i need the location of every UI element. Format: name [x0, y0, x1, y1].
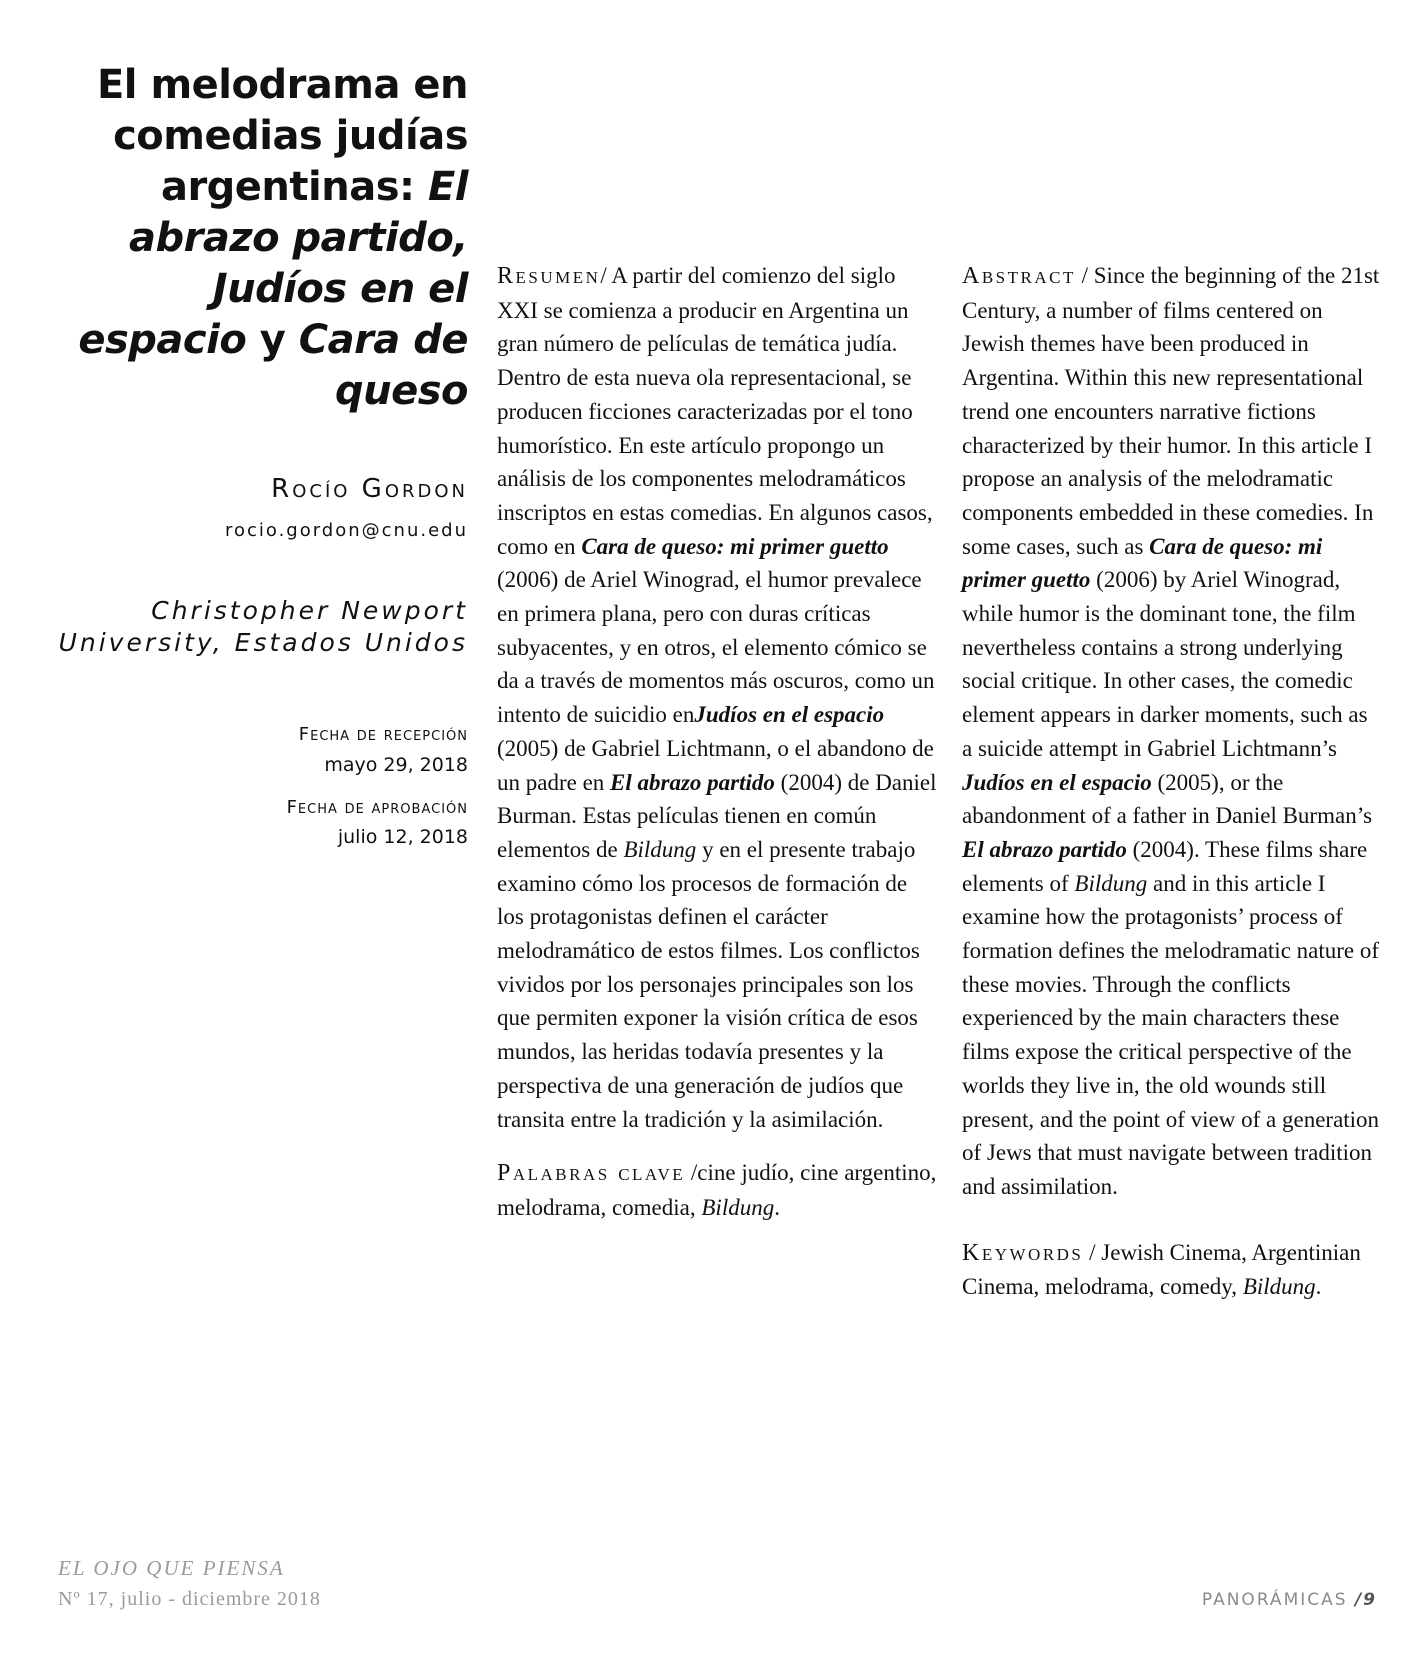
abstract-text-3: (2005), or the abandonment of a father in Daniel Burman’s [962, 769, 1373, 829]
resumen-film-1: Cara de queso: mi primer guetto [581, 533, 889, 559]
title-conjunction: y [246, 317, 299, 363]
keywords-bildung-en: Bildung [1242, 1274, 1316, 1300]
page-number: /9 [1354, 1590, 1377, 1610]
section-footer [1202, 1590, 1377, 1610]
author-name: Rocío Gordon [271, 474, 468, 504]
journal-name: EL OJO QUE PIENSA [58, 1556, 285, 1580]
abstract-film-3: El abrazo partido [962, 836, 1127, 862]
abstract-keywords [962, 1236, 1382, 1304]
keywords-text-en: / Jewish Cinema, Argentinian Cinema, melodrama, comedy, [962, 1239, 1361, 1300]
journal-issue: Nº 17, julio - diciembre 2018 [58, 1588, 321, 1610]
resumen-text-1: / A partir del comienzo del siglo XXI se comienza a producir en Argentina un gran número de películas de temática judía. Dentro de esta nueva ola representacional, se producen ficciones caracterizadas por el tono humorístico. En este artículo propongo un análisis de los componentes melodramáticos inscriptos en estas comedias. En algunos casos, como en [497, 263, 933, 559]
abstract-text-4: (2004). These films share elements of [962, 836, 1368, 896]
resumen-text-5: y en el presente trabajo examino cómo los procesos de formación de los protagonistas definen el carácter melodramático de estos filmes. Los conflictos vividos por los personajes principales son los que permiten exponer la visión crítica de esos mundos, las heridas todavía presentes y la perspectiva de una generación de judíos que transita entre la tradición y la asimilación. [497, 836, 920, 1132]
author-affiliation [40, 595, 468, 659]
resumen-text-2: (2006) de Ariel Winograd, el humor prevalece en primera plana, pero con duras críticas subyacentes, y en otros, el elemento cómico se da a través de momentos más oscuros, como un intento de suicidio en [497, 567, 935, 728]
resumen-text-3: (2005) de Gabriel Lichtmann, o el abandono de un padre en [497, 735, 934, 795]
abstract-paragraph [962, 259, 1382, 1204]
title-films: El abrazo partido, Judíos en el espacio [78, 164, 468, 363]
title-film-last: Cara de queso [298, 317, 468, 414]
section-name: PANORÁMICAS [1201, 1590, 1355, 1610]
keywords-end-en: . [1315, 1274, 1322, 1300]
resumen-keywords [497, 1156, 937, 1224]
abstract-bildung: Bildung [1074, 870, 1148, 896]
keywords-text-es: /cine judío, cine argentino, melodrama, comedia, [497, 1160, 937, 1220]
abstract-column [962, 259, 1382, 1304]
resumen-text-4: (2004) de Daniel Burman. Estas películas tienen en común elementos de [497, 769, 937, 862]
title-part1: El melodrama en comedias judías argentinas: [96, 62, 468, 210]
resumen-bildung: Bildung [623, 836, 697, 862]
affiliation-line2: University, Estados Unidos [58, 628, 468, 657]
resumen-label: Resumen [497, 263, 601, 289]
article-title [40, 60, 468, 417]
keywords-label-en: Keywords [962, 1239, 1084, 1266]
keywords-label-es: Palabras clave [497, 1160, 686, 1187]
resumen-paragraph [497, 259, 937, 1136]
keywords-bildung-es: Bildung [701, 1194, 775, 1220]
approved-label: Fecha de aprobación [286, 797, 468, 818]
abstract-film-1: Cara de queso: mi primer guetto [962, 533, 1323, 593]
abstract-film-2: Judíos en el espacio [962, 769, 1152, 795]
received-label: Fecha de recepción [298, 724, 468, 745]
author-email: rocio.gordon@cnu.edu [224, 520, 468, 541]
abstract-text-5: and in this article I examine how the protagonists’ process of formation defines the melodramatic nature of these movies. Through the conflicts experienced by the main characters these films expose the critical perspective of the worlds they live in, the old wounds still present, and the point of view of a generation of Jews that must navigate between tradition and assimilation. [962, 870, 1380, 1199]
keywords-end-es: . [774, 1194, 780, 1220]
abstract-label: Abstract [962, 263, 1076, 289]
approved-date: julio 12, 2018 [337, 826, 468, 848]
resumen-column [497, 259, 937, 1225]
abstract-text-2: (2006) by Ariel Winograd, while humor is the dominant tone, the film nevertheless contains a strong underlying social critique. In other cases, the comedic element appears in darker moments, such as a suicide attempt in Gabriel Lichtmann’s [962, 567, 1368, 761]
affiliation-line1: Christopher Newport [151, 596, 468, 625]
abstract-text-1: / Since the beginning of the 21st Century, a number of films centered on Jewish themes have been produced in Argentina. Within this new representational trend one encounters narrative fictions characterized by their humor. In this article I propose an analysis of the melodramatic components embedded in these comedies. In some cases, such as [962, 263, 1380, 559]
resumen-film-2: Judíos en el espacio [694, 702, 885, 728]
resumen-film-3: El abrazo partido [610, 769, 775, 795]
received-date: mayo 29, 2018 [324, 754, 468, 776]
